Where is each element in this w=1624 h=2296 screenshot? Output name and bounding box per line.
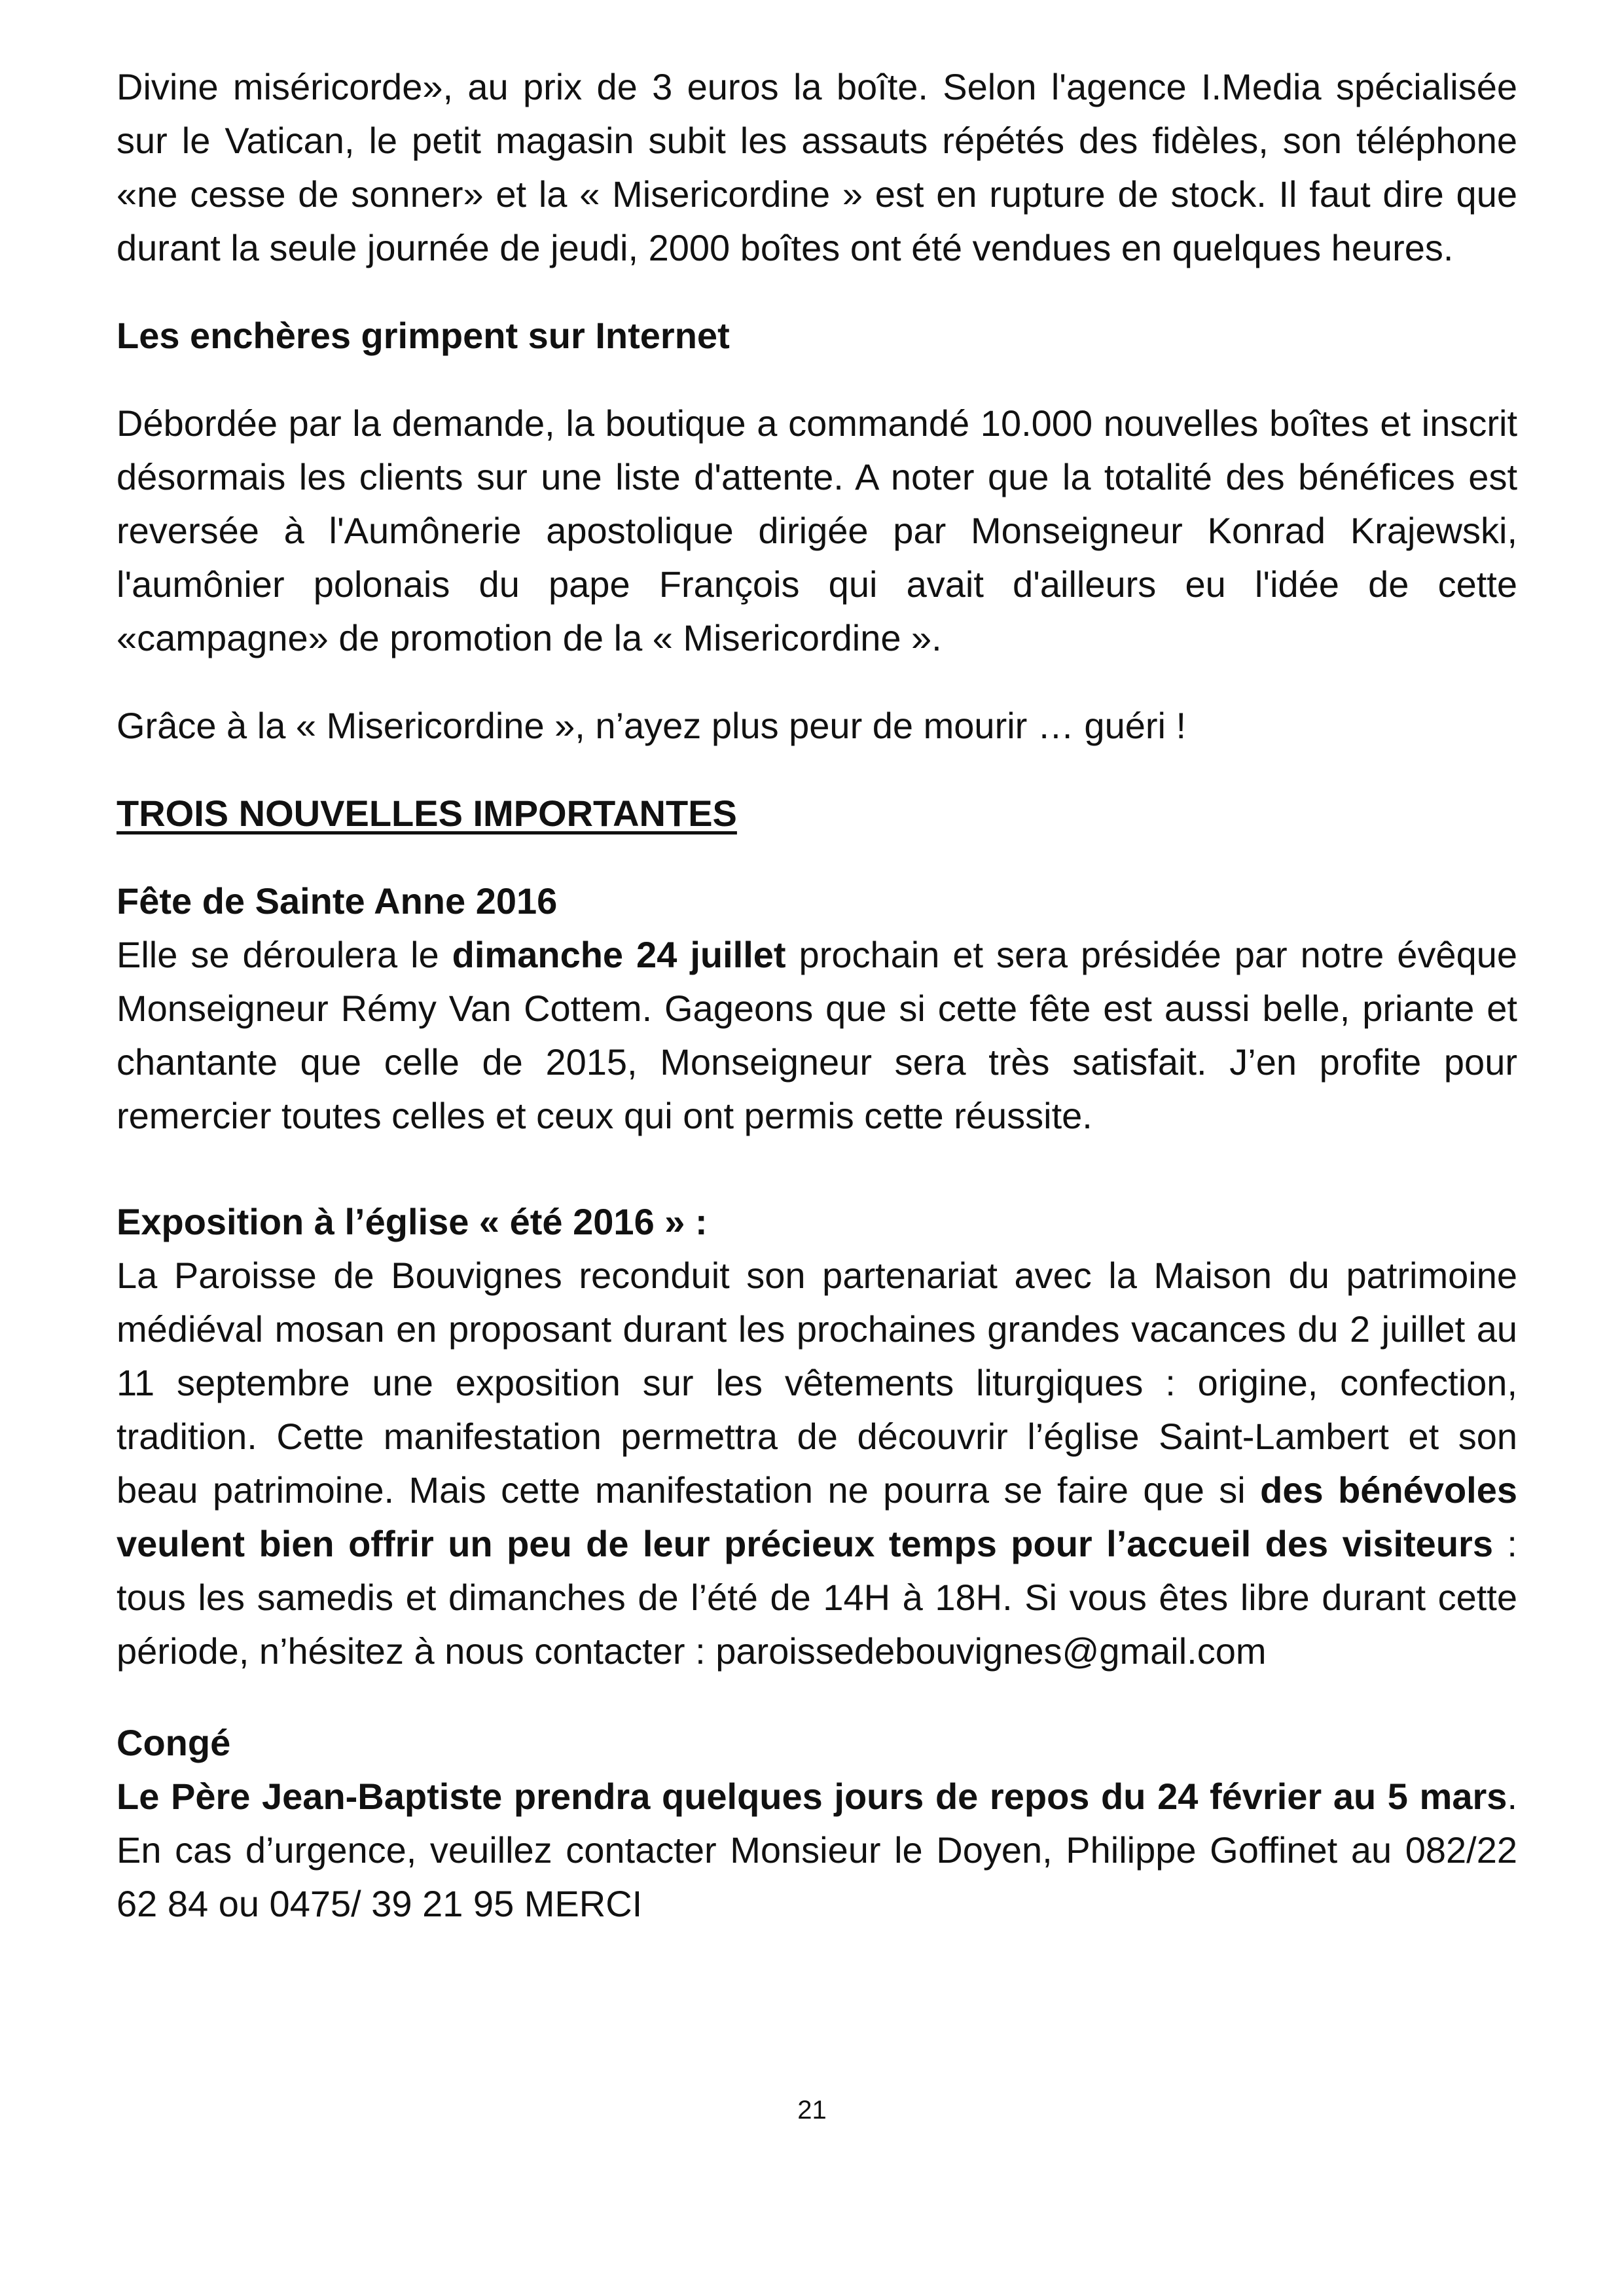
conge-heading: Congé <box>117 1722 231 1763</box>
exposition-text-1: La Paroisse de Bouvignes reconduit son partenariat avec la Maison du patrimoine médiéval mosan en proposant durant les prochaines grandes vacances du 2 juillet au 11 septembre une exposition sur les vêtements liturgiques : origine, confection, tradition. Cette manifestation permettra de découvrir l’église Saint-Lambert et son beau patrimoine. Mais cette manifestation ne pourra se faire que si <box>117 1255 1517 1511</box>
encheres-paragraph: Débordée par la demande, la boutique a commandé 10.000 nouvelles boîtes et inscrit désormais les clients sur une liste d'attente. A noter que la totalité des bénéfices est reversée à l'Aumônerie apostolique dirigée par Monseigneur Konrad Krajewski, l'aumônier polonais du pape François qui avait d'ailleurs eu l'idée de cette «campagne» de promotion de la « Misericordine ». <box>117 403 1517 658</box>
section-title-nouvelles: TROIS NOUVELLES IMPORTANTES <box>117 793 737 834</box>
exposition-text-2: : tous les samedis et dimanches de l’été de 14H à 18H. Si vous êtes libre durant cette période, n’hésitez à nous contacter : paroissedebouvignes@gmail.com <box>117 1523 1517 1672</box>
exposition-paragraph <box>117 1249 1517 1678</box>
page-number: 21 <box>797 2096 827 2125</box>
sainte-anne-text-2: prochain et sera présidée par notre évêque Monseigneur Rémy Van Cottem. Gageons que si cette fête est aussi belle, priante et chantante que celle de 2015, Monseigneur sera très satisfait. J’en profite pour remercier toutes celles et ceux qui ont permis cette réussite. <box>117 934 1518 1136</box>
intro-paragraph: Divine miséricorde», au prix de 3 euros la boîte. Selon l'agence I.Media spécialisée sur le Vatican, le petit magasin subit les assauts répétés des fidèles, son téléphone «ne cesse de sonner» et la « Misericordine » est en rupture de stock. Il faut dire que durant la seule journée de jeudi, 2000 boîtes ont été vendues en quelques heures. <box>117 66 1517 268</box>
sainte-anne-heading: Fête de Sainte Anne 2016 <box>117 880 558 922</box>
conge-paragraph <box>117 1770 1517 1931</box>
exposition-benevoles: des bénévoles veulent bien offrir un peu de leur précieux temps pour l’accueil des visiteurs <box>117 1469 1517 1564</box>
misericordine-closing: Grâce à la « Misericordine », n’ayez plus peur de mourir … guéri ! <box>117 705 1187 746</box>
exposition-heading: Exposition à l’église « été 2016 » : <box>117 1201 708 1242</box>
sainte-anne-paragraph <box>117 928 1517 1143</box>
sainte-anne-text-1: Elle se déroulera le <box>117 934 452 975</box>
conge-dates: Le Père Jean-Baptiste prendra quelques jours de repos du 24 février au 5 mars <box>117 1776 1507 1817</box>
sainte-anne-date: dimanche 24 juillet <box>452 934 786 975</box>
page-content <box>117 60 1517 1931</box>
encheres-heading: Les enchères grimpent sur Internet <box>117 315 730 356</box>
conge-text-1: . En cas d’urgence, veuillez contacter Monsieur le Doyen, Philippe Goffinet au 082/22 62 84 ou 0475/ 39 21 95 MERCI <box>117 1776 1517 1924</box>
